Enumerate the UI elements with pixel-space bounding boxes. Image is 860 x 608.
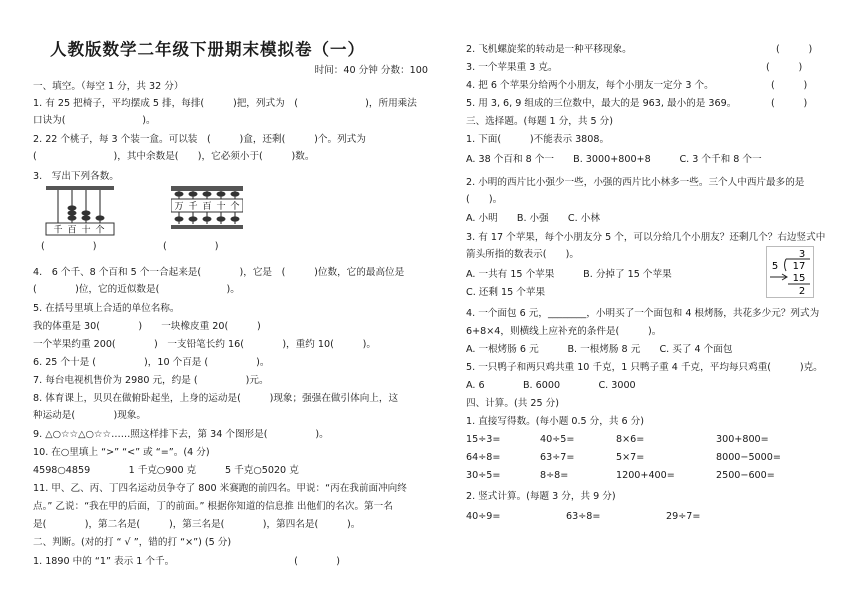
abacus-label: 十 [81,225,91,236]
calc-item: 8000−5000= [716,452,781,463]
question-3: 3. 写出下列各数。 [33,171,119,182]
quotient: 3 [798,249,806,260]
dividend: 17 [792,261,806,272]
question-10: 10. 在○里填上 “>” “<” 或 “=”。(4 分) [33,447,210,458]
abacus-answer-blank: ( ) [41,241,97,252]
calc-item: 30÷5= [466,470,501,481]
judge-blank: ( ) [776,44,813,55]
judge-1: 1. 1890 中的 “1” 表示 1 个千。 ( ) [33,556,340,567]
vertical-item: 40÷9= [466,511,501,522]
abacus-label: 百 [202,202,212,212]
calc-item: 1200+400= [616,470,675,481]
abacus-label: 万 [174,202,184,212]
judge-3: 3. 一个苹果重 3 克。 [466,62,558,73]
calc-oral-heading: 1. 直接写得数。(每小题 0.5 分，共 6 分) [466,416,644,427]
abacus-label: 个 [95,225,105,236]
calc-item: 64÷8= [466,452,501,463]
vertical-item: 29÷7= [666,511,701,522]
choice-3-option-c: C. 还剩 15 个苹果 [466,287,546,298]
question-1-cont: 口诀为( )。 [33,115,156,126]
question-8-cont: 种运动是( )现象。 [33,410,147,421]
choice-3-options-ab: A. 一共有 15 个苹果 B. 分掉了 15 个苹果 [466,269,672,280]
choice-5-options: A. 6 B. 6000 C. 3000 [466,380,636,391]
question-4: 4. 6 个千、8 个百和 5 个一合起来是( )，它是 ( )位数，它的最高位是 [33,267,405,278]
judge-4: 4. 把 6 个苹果分给两个小朋友，每个小朋友一定分 3 个。 [466,80,714,91]
judge-blank: ( ) [771,80,808,91]
section-fill-heading: 一、填空。（每空 1 分，共 32 分） [33,81,184,92]
choice-2-cont: ( )。 [466,194,503,205]
calc-item: 5×7= [616,452,645,463]
divisor: 5 [771,261,779,272]
question-5-row2: 一个苹果约重 200( ) 一支铅笔长约 16( )，重约 10( )。 [33,339,376,350]
judge-5: 5. 用 3, 6, 9 组成的三位数中，最大的是 963, 最小的是 369。 [466,98,737,109]
section-judge-heading: 二、判断。(对的打 “ √ ”，错的打 “×”) (5 分) [33,537,232,548]
choice-2: 2. 小明的西片比小强少一些，小强的西片比小林多一些。三个人中西片最多的是 [466,177,805,188]
question-11-cont: 点。” 乙说：“我在甲的后面，丁的前面。” 根据你知道的信息推 出他们的名次。第一名 [33,501,393,512]
question-5: 5. 在括号里填上合适的单位名称。 [33,303,180,314]
abacus-ten-thousands [171,186,243,236]
question-11-answers: 是( )，第二名是( )，第三名是( )，第四名是( )。 [33,519,361,530]
calc-item: 8×6= [616,434,645,445]
choice-4-options: A. 一根烤肠 6 元 B. 一根烤肠 8 元 C. 买了 4 个面包 [466,344,733,355]
choice-1: 1. 下面( )不能表示 3808。 [466,134,610,145]
vertical-item: 63÷8= [566,511,601,522]
choice-3-cont: 箭头所指的数表示( )。 [466,249,580,260]
judge-blank: ( ) [771,98,808,109]
abacus-answer-blank: ( ) [163,241,219,252]
section-calc-heading: 四、计算。(共 25 分) [466,398,559,409]
abacus-label: 千 [188,202,198,212]
choice-1-options: A. 38 个百和 8 个一 B. 3000+800+8 C. 3 个千和 8 个一 [466,154,762,165]
choice-5: 5. 一只鸭子和两只鸡共重 10 千克，1 只鸭子重 4 千克，平均每只鸡重( )克。 [466,362,823,373]
calc-item: 63÷7= [540,452,575,463]
choice-4: 4. 一个面包 6 元，________，小明买了一个面包和 4 根烤肠，共花多少元？列式为 [466,308,820,319]
judge-blank: ( ) [766,62,803,73]
abacus-label: 十 [216,202,226,212]
calc-item: 8÷8= [540,470,569,481]
question-6: 6. 25 个十是 ( )，10 个百是 ( )。 [33,357,270,368]
product: 15 [792,273,806,284]
calc-item: 300+800= [716,434,769,445]
question-7: 7. 每台电视机售价为 2980 元，约是 ( )元。 [33,375,269,386]
judge-2: 2. 飞机螺旋桨的转动是一种平移现象。 [466,44,632,55]
long-division-figure [766,246,814,298]
calc-item: 2500−600= [716,470,775,481]
choice-3: 3. 有 17 个苹果，每个小朋友分 5 个，可以分给几个小朋友？还剩几个？右边竖式中 [466,232,826,243]
calc-item: 15÷3= [466,434,501,445]
abacus-thousands [43,186,117,236]
question-2-cont: ( )，其中余数是( )，它必须小于( )数。 [33,151,315,162]
abacus-label: 个 [230,202,240,212]
choice-4-cont: 6+8×4，则横线上应补充的条件是( )。 [466,326,662,337]
question-11: 11. 甲、乙、丙、丁四名运动员争夺了 800 米赛跑的前四名。甲说：“丙在我前面冲向终 [33,483,407,494]
question-9: 9. △○☆☆△○☆☆……照这样排下去，第 34 个图形是( )。 [33,429,329,440]
abacus-label: 百 [67,225,77,236]
choice-2-options: A. 小明 B. 小强 C. 小林 [466,213,600,224]
question-5-row1: 我的体重是 30( ) 一块橡皮重 20( ) [33,321,261,332]
question-8: 8. 体育课上，贝贝在做俯卧起坐，上身的运动是( )现象；强强在做引体向上，这 [33,393,399,404]
exam-meta: 时间：40 分钟 分数：100 [314,65,428,76]
remainder: 2 [798,286,806,297]
calc-vertical-heading: 2. 竖式计算。(每题 3 分，共 9 分) [466,491,616,502]
section-choice-heading: 三、选择题。(每题 1 分，共 5 分) [466,116,614,127]
question-10-items: 4598○4859 1 千克○900 克 5 千克○5020 克 [33,465,299,476]
exam-title: 人教版数学二年级下册期末模拟卷（一） [50,40,365,59]
question-1: 1. 有 25 把椅子，平均摆成 5 排，每排( )把，列式为 ( )，所用乘法 [33,98,417,109]
abacus-label: 千 [53,225,63,236]
question-2: 2. 22 个桃子，每 3 个装一盒。可以装 ( )盒，还剩( )个。列式为 [33,134,366,145]
calc-item: 40÷5= [540,434,575,445]
question-4-cont: ( )位，它的近似数是( )。 [33,284,240,295]
